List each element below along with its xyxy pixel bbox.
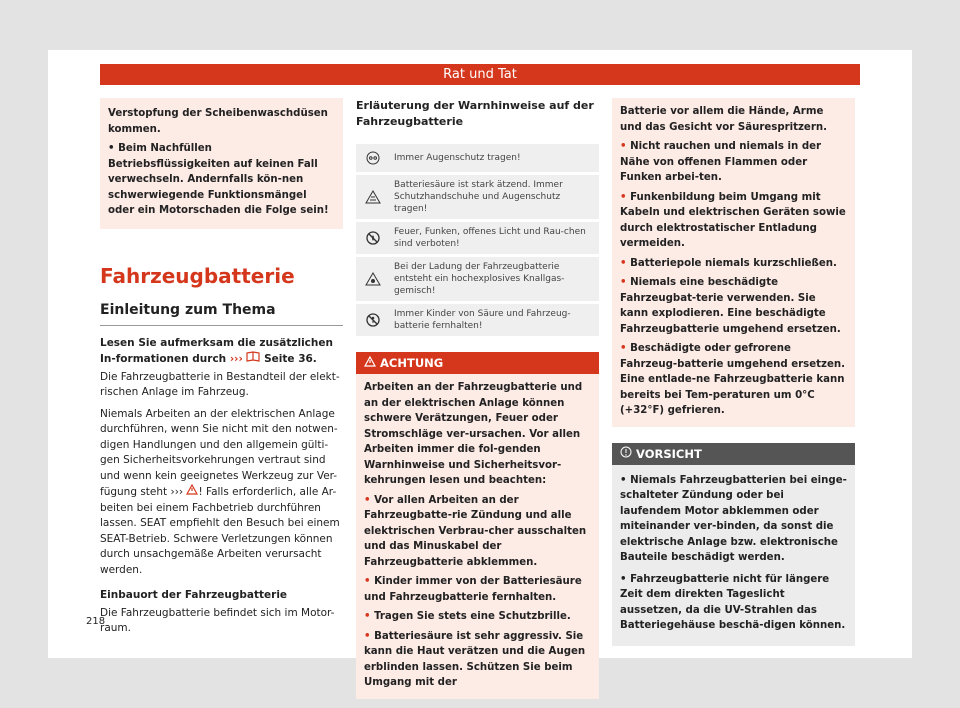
warning-triangle-icon [186, 486, 198, 498]
info-circle-icon [620, 447, 632, 461]
paragraph: Niemals Arbeiten an der elektrischen Anlage durchführen, wenn Sie nicht mit den notwen-digen Handlungen und den allgemein gülti-gen Sicherheitsvorkehrungen vertraut sind und wenn kein geeignetes Werkzeug zur Ver-fügung steht ››› ! Falls erforderlich, alle Ar-beiten bei einem Fachbetrieb durchführen lassen. SEAT empfiehlt den Besuch bei einem SEAT-Betrieb. Schwere Verletzungen können durch unsachgemäße Arbeiten verursacht werden. [100, 407, 340, 576]
column-middle [356, 98, 599, 699]
column-left [100, 98, 343, 643]
caution-item: • Kinder immer von der Batteriesäure und Fahrzeugbatterie fernhalten. [364, 576, 582, 603]
page-number: 218 [86, 616, 106, 627]
bullet-icon: • [620, 343, 631, 354]
bullet-icon: • [620, 277, 631, 288]
bullet-icon: • [364, 494, 375, 506]
cross-reference-link[interactable]: ››› [170, 486, 184, 498]
no-fire-icon [356, 231, 390, 245]
bullet-icon: • [620, 141, 631, 152]
warning-row: Immer Kinder von Säure und Fahrzeug-batterie fernhalten! [356, 304, 599, 336]
bullet-icon: • [620, 191, 631, 203]
lead-text: Lesen Sie aufmerksam die zusätzlichen In-formationen durch ››› Seite 36. [100, 336, 333, 365]
bullet-icon: • [364, 630, 375, 642]
cross-reference-link[interactable]: ››› [229, 353, 243, 365]
notice-header: VORSICHT [612, 443, 855, 465]
caution-body [356, 374, 599, 699]
caution-item: • Batteriepole niemals kurzschließen. [620, 257, 837, 269]
caution-item: • Vor allen Arbeiten an der Fahrzeugbatte-rie Zündung und alle elektrischen Verbrau-cher ausschalten und das Minuskabel der Fahrzeugbatterie abklemmen. [364, 494, 587, 568]
chapter-header: Rat und Tat [100, 64, 860, 85]
warnings-heading: Erläuterung der Warnhinweise auf der Fahrzeugbatterie [356, 99, 594, 128]
caution-item: • Tragen Sie stets eine Schutzbrille. [364, 611, 571, 622]
caution-header: ACHTUNG [356, 352, 599, 374]
page-reference: Seite 36. [264, 353, 317, 365]
bullet-icon: • [108, 143, 119, 154]
install-title: Einbauort der Fahrzeugbatterie [100, 589, 288, 601]
caution-item: • Niemals eine beschädigte Fahrzeugbat-terie verwenden. Sie kann explodieren. Eine beschädigte Fahrzeugbatterie umgehend ersetzen. [620, 277, 841, 335]
warning-row: Batteriesäure ist stark ätzend. Immer Schutzhandschuhe und Augenschutz tragen! [356, 175, 599, 219]
install-text: Die Fahrzeugbatterie befindet sich im Motor-raum. [100, 606, 335, 634]
eye-protection-icon [356, 151, 390, 165]
notice-body [612, 465, 855, 646]
note-box [100, 98, 343, 229]
warning-row: Immer Augenschutz tragen! [356, 144, 599, 172]
note-bullet: • Beim Nachfüllen Betriebsflüssigkeiten auf keinen Fall verwechseln. Andernfalls kön-nen schwerwiegende Funktionsmängel oder ein Motorschaden die Folge sein! [108, 143, 329, 216]
bullet-icon: • [620, 573, 631, 585]
paragraph: Die Fahrzeugbatterie in Bestandteil der elekt-rischen Anlage im Fahrzeug. [100, 370, 340, 398]
caution-intro: Arbeiten an der Fahrzeugbatterie und an der elektrischen Anlage können schwere Verätzungen, Feuer oder Stromschläge ver-ursachen. Vor allen Arbeiten immer die fol-genden Warnhinweise und Sicherheitsvor-kehrungen lesen und beachten: [364, 382, 583, 486]
note-title: Verstopfung der Scheibenwaschdüsen kommen. [108, 108, 328, 135]
notice-item: • Fahrzeugbatterie nicht für längere Zeit dem direkten Tageslicht aussetzen, da die UV-Strahlen das Batteriegehäuse beschä-digen können. [620, 573, 846, 631]
corrosive-icon [356, 190, 390, 204]
subsection-title: Einleitung zum Thema [100, 301, 343, 326]
book-icon [246, 353, 260, 365]
bullet-icon: • [620, 257, 631, 269]
caution-item: • Batteriesäure ist sehr aggressiv. Sie kann die Haut verätzen und die Augen erblinden lassen. Schützen Sie beim Umgang mit der [364, 630, 586, 688]
caution-cont-text: Batterie vor allem die Hände, Arme und das Gesicht vor Säurespritzern. [620, 106, 827, 133]
warning-row: Feuer, Funken, offenes Licht und Rau-chen sind verboten! [356, 222, 599, 254]
bullet-icon: • [620, 474, 631, 486]
caution-item: • Funkenbildung beim Umgang mit Kabeln und elektrischen Geräten sowie durch elektrostatischer Entladung vermeiden. [620, 191, 846, 249]
caution-item: • Beschädigte oder gefrorene Fahrzeug-batterie umgehend ersetzen. Eine entlade-ne Fahrzeugbatterie kann bereits bei Tem-peraturen um 0°C (+32°F) gefrieren. [620, 343, 845, 416]
keep-children-away-icon [356, 313, 390, 327]
section-title: Fahrzeugbatterie [100, 263, 295, 288]
warning-triangle-icon [364, 356, 376, 370]
bullet-icon: • [364, 576, 375, 587]
explosive-icon [356, 272, 390, 286]
column-right [612, 98, 855, 646]
warning-row: Bei der Ladung der Fahrzeugbatterie entsteht ein hochexplosives Knallgas-gemisch! [356, 257, 599, 301]
bullet-icon: • [364, 611, 375, 622]
caution-item: • Nicht rauchen und niemals in der Nähe von offenen Flammen oder Funken arbei-ten. [620, 141, 822, 183]
caution-box [356, 352, 599, 699]
caution-continuation [612, 98, 855, 427]
notice-item: • Niemals Fahrzeugbatterien bei einge-schalteter Zündung oder bei laufendem Motor abklemmen oder miteinander ver-binden, da sonst die elektrische Anlage bzw. elektronische Bauteile beschädigt werden. [620, 474, 847, 563]
